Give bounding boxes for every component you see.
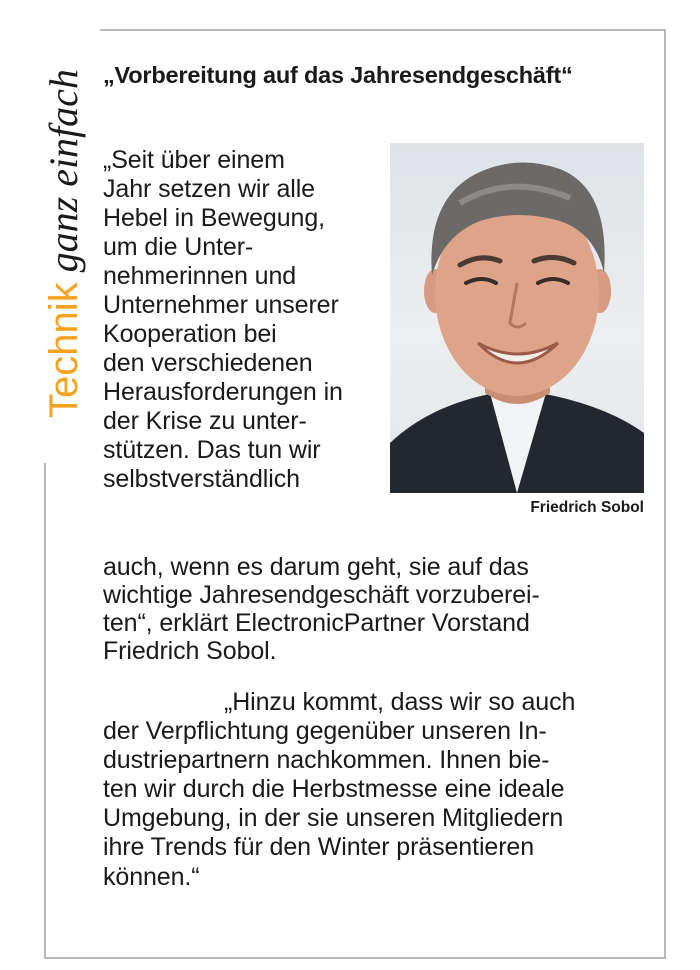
frame-right-border	[664, 29, 666, 959]
section-label-technik: Technik	[42, 282, 86, 418]
article-line: Jahr setzen wir alle	[103, 175, 315, 203]
section-label-ganz-einfach: ganz einfach	[41, 69, 86, 273]
article-line: dustriepartnern nachkommen. Ihnen bie-	[103, 746, 550, 774]
article-line: wichtige Jahresendgeschäft vorzuberei-	[103, 581, 540, 609]
photo-caption: Friedrich Sobol	[530, 499, 644, 516]
article-line: „Hinzu kommt, dass wir so auch	[224, 688, 576, 716]
headline: „Vorbereitung auf das Jahresendgeschäft“	[103, 62, 573, 88]
article-line: Umgebung, in der sie unseren Mitgliedern	[103, 804, 564, 832]
article-line: auch, wenn es darum geht, sie auf das	[103, 553, 529, 581]
article-line: Friedrich Sobol.	[103, 637, 277, 665]
article-line: Kooperation bei	[103, 320, 277, 348]
article-line: der Verpflichtung gegenüber unseren In-	[103, 717, 547, 745]
section-label	[41, 69, 86, 418]
frame-left-border	[44, 463, 46, 959]
frame-top-border	[100, 29, 666, 31]
article-line: ihre Trends für den Winter präsentieren	[103, 833, 535, 861]
article-line: um die Unter-	[103, 233, 254, 261]
article-line: Hebel in Bewegung,	[103, 204, 325, 232]
article-line: selbstverständlich	[103, 465, 300, 493]
article-line: ten“, erklärt ElectronicPartner Vorstand	[103, 609, 530, 637]
portrait-illustration	[390, 143, 644, 493]
article-line: Herausforderungen in	[103, 378, 343, 406]
article-line: Unternehmer unserer	[103, 291, 339, 319]
portrait-photo	[390, 143, 644, 493]
article-line: der Krise zu unter-	[103, 407, 307, 435]
article-line: ten wir durch die Herbstmesse eine ideale	[103, 775, 565, 803]
article-line: „Seit über einem	[103, 146, 285, 174]
article-line: den verschiedenen	[103, 349, 313, 377]
frame-bottom-border	[44, 957, 666, 959]
article-line: können.“	[103, 863, 200, 891]
article-line: nehmerinnen und	[103, 262, 297, 290]
article-line: stützen. Das tun wir	[103, 436, 321, 464]
